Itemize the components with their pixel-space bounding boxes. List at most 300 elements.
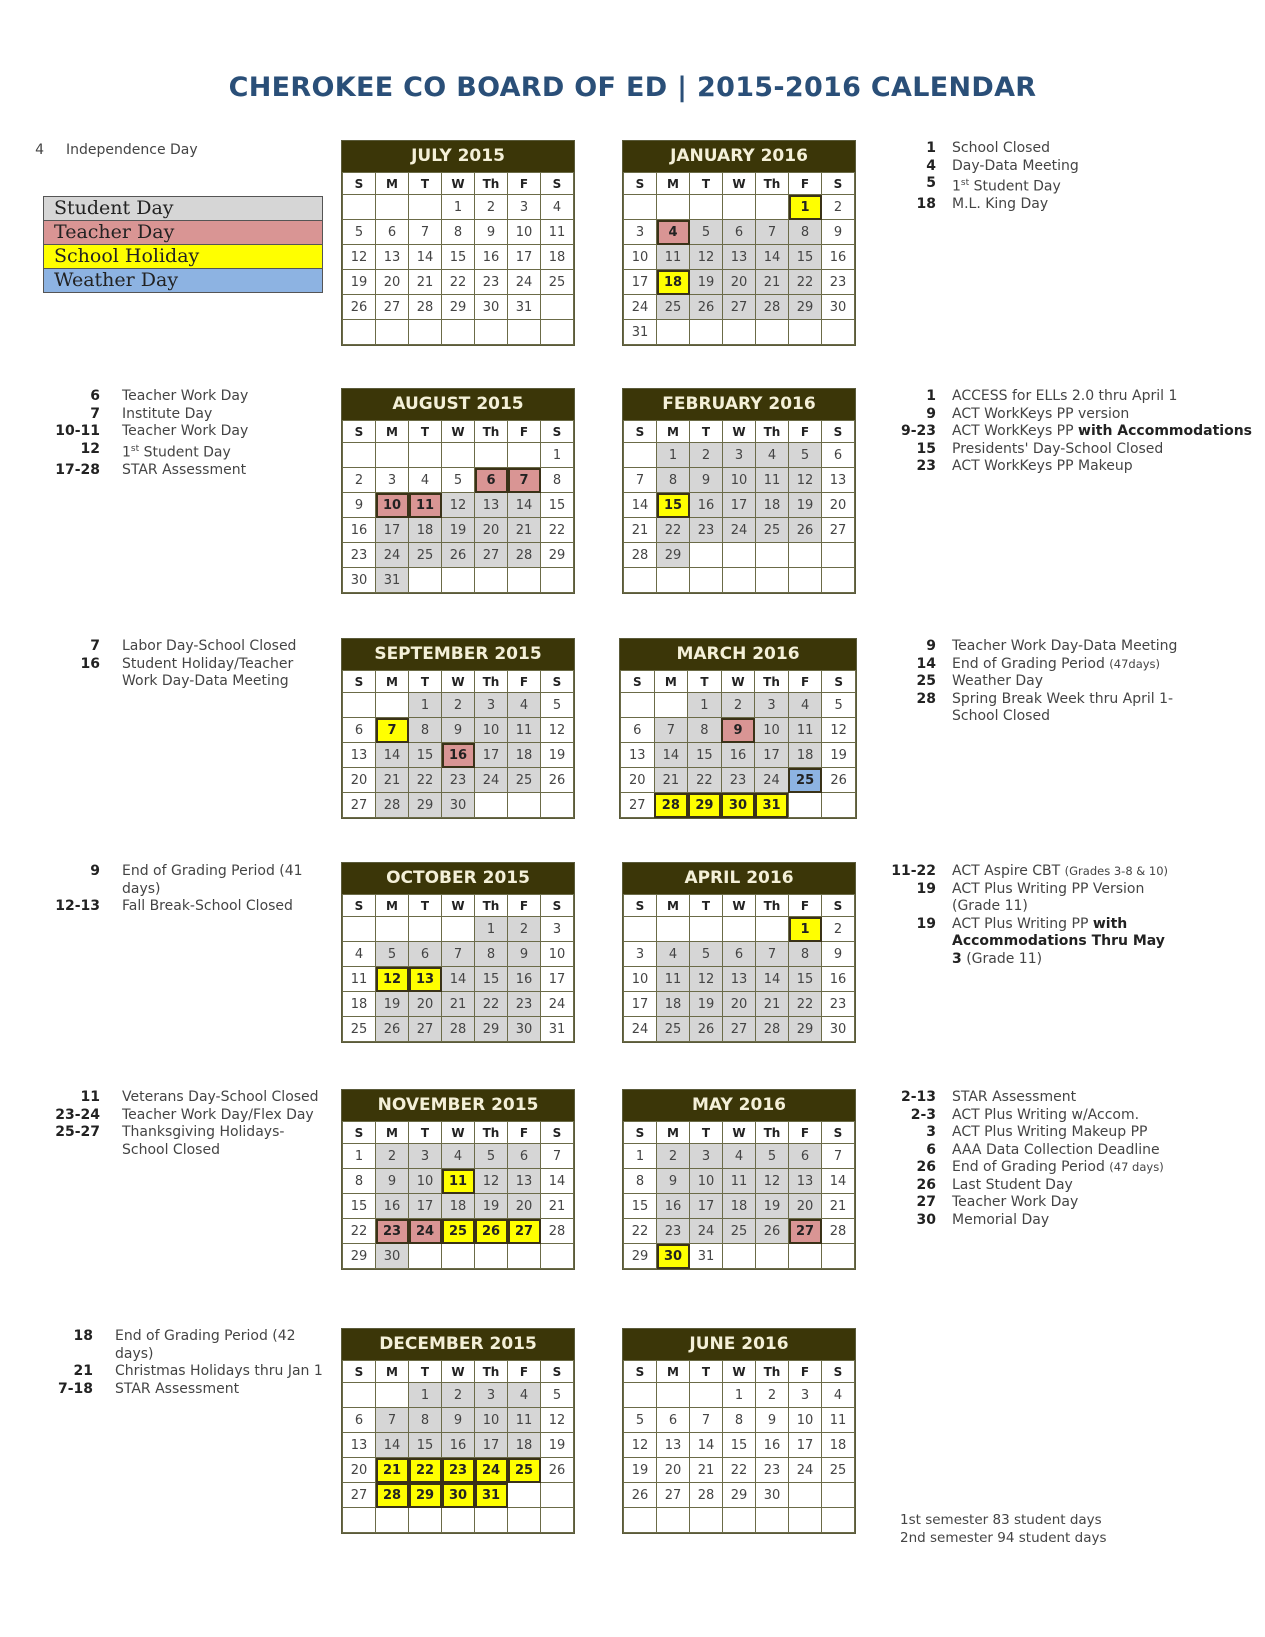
day-cell: 31 [624, 320, 657, 345]
calendar-note [880, 1177, 1265, 1195]
day-cell: 22 [624, 1219, 657, 1244]
day-cell [822, 793, 856, 818]
note-date: 25 [916, 673, 936, 689]
weekday-label: W [723, 1122, 756, 1144]
day-cell: 15 [409, 1433, 442, 1458]
note-date: 7-18 [57, 1380, 93, 1397]
day-cell: 1 [789, 917, 822, 942]
day-cell: 27 [621, 793, 655, 818]
note-text: End of Grading Period (42 days) [115, 1328, 296, 1362]
day-cell: 21 [756, 270, 789, 295]
note-text: ACT Plus Writing w/Accom. [952, 1106, 1140, 1123]
month-header: SEPTEMBER 2015 [342, 639, 574, 670]
day-cell: 31 [475, 1483, 508, 1508]
weekday-label: T [409, 1122, 442, 1144]
note-text: Institute Day [122, 405, 213, 422]
day-cell: 3 [690, 1144, 723, 1169]
day-cell: 29 [688, 793, 722, 818]
day-cell: 27 [657, 1483, 690, 1508]
weekday-label: S [822, 1122, 855, 1144]
calendar-note [880, 916, 1170, 969]
note-date: 11 [80, 1089, 100, 1105]
day-cell: 6 [723, 942, 756, 967]
calendar-note [29, 1381, 329, 1399]
month-header: MARCH 2016 [620, 639, 856, 670]
day-cell: 12 [442, 493, 475, 518]
day-cell: 25 [442, 1219, 475, 1244]
note-date: 16 [80, 655, 100, 672]
day-cell [376, 1383, 409, 1408]
day-cell: 7 [756, 942, 789, 967]
day-cell: 15 [624, 1194, 657, 1219]
calendar-note [36, 656, 316, 691]
day-cell: 18 [788, 743, 822, 768]
note-text: Presidents' Day-School Closed [952, 440, 1164, 457]
day-cell: 25 [657, 295, 690, 320]
day-cell [723, 917, 756, 942]
note-text: Day-Data Meeting [952, 157, 1079, 174]
weekday-label: W [442, 1122, 475, 1144]
day-cell: 6 [508, 1144, 541, 1169]
day-cell: 24 [789, 1458, 822, 1483]
calendar-note [880, 673, 1180, 691]
day-cell: 19 [442, 518, 475, 543]
day-cell: 20 [723, 992, 756, 1017]
day-cell: 20 [657, 1458, 690, 1483]
day-cell: 22 [723, 1458, 756, 1483]
day-cell: 3 [755, 693, 789, 718]
weekday-label: M [376, 1122, 409, 1144]
day-cell: 20 [376, 270, 409, 295]
day-cell: 29 [343, 1244, 376, 1269]
day-cell: 15 [442, 245, 475, 270]
weekday-label: F [508, 895, 541, 917]
note-text: ACT Plus Writing PP Version (Grade 11) [952, 880, 1145, 914]
day-cell: 7 [376, 718, 409, 743]
day-cell: 4 [788, 693, 822, 718]
day-cell [376, 320, 409, 345]
calendar-february-2016 [622, 388, 856, 594]
day-cell [756, 917, 789, 942]
calendar-note [880, 458, 1260, 476]
note-date: 9-23 [900, 423, 936, 439]
note-date: 6 [926, 1141, 936, 1158]
note-text: STAR Assessment [115, 1380, 240, 1397]
day-cell: 9 [756, 1408, 789, 1433]
day-cell [756, 1508, 789, 1533]
day-cell: 25 [541, 270, 574, 295]
weekday-label: Th [475, 173, 508, 195]
day-cell: 19 [624, 1458, 657, 1483]
day-cell: 5 [442, 468, 475, 493]
day-cell: 20 [822, 493, 855, 518]
calendar-note [36, 462, 336, 480]
weekday-label: S [343, 421, 376, 443]
note-date: 9 [926, 405, 936, 422]
day-cell: 9 [442, 1408, 475, 1433]
day-cell: 21 [822, 1194, 855, 1219]
day-cell: 7 [654, 718, 688, 743]
month-header: JULY 2015 [342, 141, 574, 172]
note-date: 3 [926, 1124, 936, 1140]
day-cell: 12 [756, 1169, 789, 1194]
day-cell: 24 [541, 992, 574, 1017]
notes-february-2016 [880, 388, 1260, 476]
day-cell: 29 [723, 1483, 756, 1508]
day-cell [442, 320, 475, 345]
day-cell [822, 568, 855, 593]
day-cell: 16 [690, 493, 723, 518]
day-cell [822, 320, 855, 345]
weekday-label: S [541, 173, 574, 195]
day-cell [409, 1508, 442, 1533]
day-cell: 30 [657, 1244, 690, 1269]
day-cell [723, 568, 756, 593]
day-cell: 16 [475, 245, 508, 270]
note-date: 25-27 [55, 1124, 100, 1140]
day-cell: 22 [409, 1458, 442, 1483]
day-cell: 17 [624, 270, 657, 295]
weekday-label: F [508, 1361, 541, 1383]
day-cell: 30 [721, 793, 755, 818]
day-cell: 22 [442, 270, 475, 295]
day-cell: 18 [541, 245, 574, 270]
weekday-label: Th [756, 1361, 789, 1383]
weekday-label: F [508, 671, 541, 693]
calendar-note [880, 175, 1260, 196]
day-cell: 4 [541, 195, 574, 220]
note-date: 2-3 [910, 1106, 936, 1123]
day-cell: 26 [756, 1219, 789, 1244]
day-cell [657, 1508, 690, 1533]
day-cell: 29 [657, 543, 690, 568]
day-cell: 20 [343, 1458, 376, 1483]
day-cell: 1 [541, 443, 574, 468]
day-cell: 26 [541, 1458, 574, 1483]
weekday-label: F [788, 671, 822, 693]
day-cell: 24 [376, 543, 409, 568]
day-cell: 26 [690, 295, 723, 320]
notes-march-2016 [880, 638, 1180, 726]
day-cell: 1 [624, 1144, 657, 1169]
day-cell [657, 320, 690, 345]
weekday-label: M [376, 895, 409, 917]
note-date: 7 [90, 638, 100, 654]
weekday-label: F [508, 173, 541, 195]
calendar-note [880, 691, 1180, 726]
day-cell: 4 [343, 942, 376, 967]
day-cell: 15 [789, 245, 822, 270]
day-cell: 7 [376, 1408, 409, 1433]
day-cell: 6 [621, 718, 655, 743]
day-cell: 15 [657, 493, 690, 518]
day-cell: 29 [409, 1483, 442, 1508]
semester-1-days: 1st semester 83 student days [900, 1512, 1102, 1528]
weekday-label: Th [475, 421, 508, 443]
day-cell [822, 543, 855, 568]
day-cell: 2 [376, 1144, 409, 1169]
day-cell: 4 [756, 443, 789, 468]
day-cell: 23 [822, 270, 855, 295]
weekday-label: T [409, 1361, 442, 1383]
day-cell: 2 [756, 1383, 789, 1408]
day-cell: 16 [442, 1433, 475, 1458]
calendar-note [880, 1124, 1265, 1142]
day-cell: 14 [624, 493, 657, 518]
day-cell: 18 [822, 1433, 855, 1458]
day-cell: 11 [822, 1408, 855, 1433]
day-cell: 17 [475, 743, 508, 768]
day-cell: 11 [343, 967, 376, 992]
day-cell [690, 917, 723, 942]
day-cell: 6 [409, 942, 442, 967]
day-cell: 1 [789, 195, 822, 220]
day-cell: 28 [822, 1219, 855, 1244]
day-cell: 24 [475, 1458, 508, 1483]
note-text: Spring Break Week thru April 1-School Closed [952, 690, 1174, 724]
day-cell: 5 [822, 693, 856, 718]
day-cell: 10 [376, 493, 409, 518]
semester-2-days: 2nd semester 94 student days [900, 1529, 1107, 1546]
month-header: MAY 2016 [623, 1090, 855, 1121]
weekday-label: W [721, 671, 755, 693]
note-text: Weather Day [952, 673, 1044, 689]
day-cell: 8 [789, 942, 822, 967]
note-text: Student Holiday/Teacher Work Day-Data Meeting [122, 655, 294, 689]
notes-may-2016 [880, 1089, 1265, 1229]
weekday-label: W [723, 1361, 756, 1383]
day-cell: 28 [756, 1017, 789, 1042]
day-cell [657, 195, 690, 220]
day-cell: 26 [789, 518, 822, 543]
day-cell [409, 568, 442, 593]
day-cell: 17 [624, 992, 657, 1017]
day-cell: 21 [690, 1458, 723, 1483]
day-cell [756, 543, 789, 568]
day-cell: 7 [624, 468, 657, 493]
weekday-label: W [723, 895, 756, 917]
day-cell [343, 1508, 376, 1533]
weekday-label: S [343, 1122, 376, 1144]
note-text: AAA Data Collection Deadline [952, 1141, 1160, 1158]
day-cell [475, 443, 508, 468]
calendar-note [880, 1212, 1265, 1230]
calendar-note [880, 196, 1260, 214]
day-cell: 26 [822, 768, 856, 793]
day-cell: 12 [690, 967, 723, 992]
day-cell [690, 568, 723, 593]
day-cell: 5 [690, 942, 723, 967]
day-cell: 13 [475, 493, 508, 518]
weekday-label: Th [475, 895, 508, 917]
day-cell: 23 [756, 1458, 789, 1483]
day-cell: 8 [541, 468, 574, 493]
day-cell: 30 [475, 295, 508, 320]
note-date: 21 [73, 1363, 93, 1379]
calendar-note [880, 423, 1260, 441]
day-cell: 13 [789, 1169, 822, 1194]
calendar-note [880, 388, 1260, 406]
day-cell: 20 [508, 1194, 541, 1219]
day-cell: 22 [688, 768, 722, 793]
day-cell: 12 [789, 468, 822, 493]
day-cell [789, 568, 822, 593]
month-header: AUGUST 2015 [342, 389, 574, 420]
day-cell: 5 [541, 1383, 574, 1408]
calendar-note [880, 863, 1170, 881]
note-text: Memorial Day [952, 1211, 1050, 1228]
day-cell: 3 [475, 693, 508, 718]
day-cell [541, 1483, 574, 1508]
day-cell: 13 [723, 245, 756, 270]
day-cell [624, 568, 657, 593]
day-cell: 15 [688, 743, 722, 768]
day-cell [409, 195, 442, 220]
day-cell: 21 [508, 518, 541, 543]
day-cell: 5 [789, 443, 822, 468]
day-cell: 2 [657, 1144, 690, 1169]
calendar-note [29, 1363, 329, 1381]
day-cell: 16 [822, 245, 855, 270]
day-cell: 27 [822, 518, 855, 543]
day-cell: 9 [721, 718, 755, 743]
day-cell: 10 [508, 220, 541, 245]
day-cell [822, 1508, 855, 1533]
day-cell: 1 [475, 917, 508, 942]
weekday-label: M [657, 1361, 690, 1383]
calendar-note [36, 423, 336, 441]
weekday-label: M [657, 1122, 690, 1144]
day-cell: 18 [756, 493, 789, 518]
day-cell: 2 [343, 468, 376, 493]
day-cell [789, 1483, 822, 1508]
note-date: 6 [90, 388, 100, 404]
day-cell: 19 [690, 992, 723, 1017]
day-cell: 19 [343, 270, 376, 295]
day-cell: 30 [376, 1244, 409, 1269]
day-cell: 25 [508, 768, 541, 793]
day-cell [690, 320, 723, 345]
day-cell: 10 [624, 967, 657, 992]
day-cell: 27 [723, 295, 756, 320]
day-cell: 12 [541, 1408, 574, 1433]
month-header: JANUARY 2016 [623, 141, 855, 172]
day-cell [624, 443, 657, 468]
day-cell: 16 [343, 518, 376, 543]
day-cell: 24 [690, 1219, 723, 1244]
day-cell [657, 1383, 690, 1408]
day-cell [343, 1383, 376, 1408]
weekday-label: S [624, 1122, 657, 1144]
day-cell [508, 1483, 541, 1508]
calendar-note [36, 1089, 326, 1107]
note-date: 2-13 [900, 1089, 936, 1105]
weekday-label: S [343, 671, 376, 693]
semester-summary [900, 1512, 1107, 1547]
day-cell: 8 [789, 220, 822, 245]
note-date: 7 [90, 405, 100, 422]
day-cell: 2 [442, 1383, 475, 1408]
day-cell [442, 568, 475, 593]
day-cell: 28 [654, 793, 688, 818]
day-cell: 29 [409, 793, 442, 818]
day-cell: 14 [756, 967, 789, 992]
calendar-note [880, 1194, 1265, 1212]
day-cell: 4 [822, 1383, 855, 1408]
day-cell: 23 [475, 270, 508, 295]
day-cell: 1 [409, 1383, 442, 1408]
day-cell: 1 [409, 693, 442, 718]
day-cell: 21 [654, 768, 688, 793]
day-cell: 28 [690, 1483, 723, 1508]
day-cell: 25 [723, 1219, 756, 1244]
weekday-label: M [376, 1361, 409, 1383]
day-cell: 6 [789, 1144, 822, 1169]
day-cell: 30 [442, 1483, 475, 1508]
weekday-label: F [789, 895, 822, 917]
note-date: 4 [926, 157, 936, 174]
day-cell: 3 [409, 1144, 442, 1169]
calendar-note [36, 898, 316, 916]
day-cell [723, 1244, 756, 1269]
day-cell: 3 [376, 468, 409, 493]
note-text: ACCESS for ELLs 2.0 thru April 1 [952, 388, 1178, 404]
notes-november-2015 [36, 1089, 326, 1159]
day-cell: 4 [657, 942, 690, 967]
day-cell [756, 1244, 789, 1269]
weekday-label: S [541, 671, 574, 693]
day-cell: 26 [442, 543, 475, 568]
weekday-label: W [723, 421, 756, 443]
day-cell: 31 [508, 295, 541, 320]
day-cell [756, 195, 789, 220]
calendar-march-2016 [619, 638, 857, 819]
day-cell: 25 [657, 1017, 690, 1042]
day-cell: 10 [475, 1408, 508, 1433]
calendar-april-2016 [622, 862, 856, 1043]
weekday-label: T [690, 1122, 723, 1144]
day-cell: 28 [409, 295, 442, 320]
month-header: FEBRUARY 2016 [623, 389, 855, 420]
day-cell: 7 [442, 942, 475, 967]
notes-october-2015 [36, 863, 316, 916]
note-date: 1 [926, 140, 936, 156]
day-cell: 16 [721, 743, 755, 768]
day-cell: 10 [624, 245, 657, 270]
day-cell [723, 543, 756, 568]
notes-april-2016 [880, 863, 1170, 968]
day-cell: 20 [409, 992, 442, 1017]
calendar-note [36, 1124, 326, 1159]
note-date: 9 [90, 863, 100, 879]
day-cell: 16 [657, 1194, 690, 1219]
note-text: Teacher Work Day [122, 423, 249, 439]
day-cell: 23 [442, 768, 475, 793]
day-cell: 8 [409, 1408, 442, 1433]
weekday-label: S [541, 895, 574, 917]
calendar-june-2016 [622, 1328, 856, 1534]
note-date: 11-22 [891, 863, 936, 879]
weekday-label: S [343, 1361, 376, 1383]
day-cell: 30 [442, 793, 475, 818]
day-cell: 10 [409, 1169, 442, 1194]
day-cell: 1 [442, 195, 475, 220]
calendar-october-2015 [341, 862, 575, 1043]
day-cell: 13 [508, 1169, 541, 1194]
note-text: STAR Assessment [122, 461, 247, 478]
day-cell [541, 320, 574, 345]
day-cell [475, 1244, 508, 1269]
